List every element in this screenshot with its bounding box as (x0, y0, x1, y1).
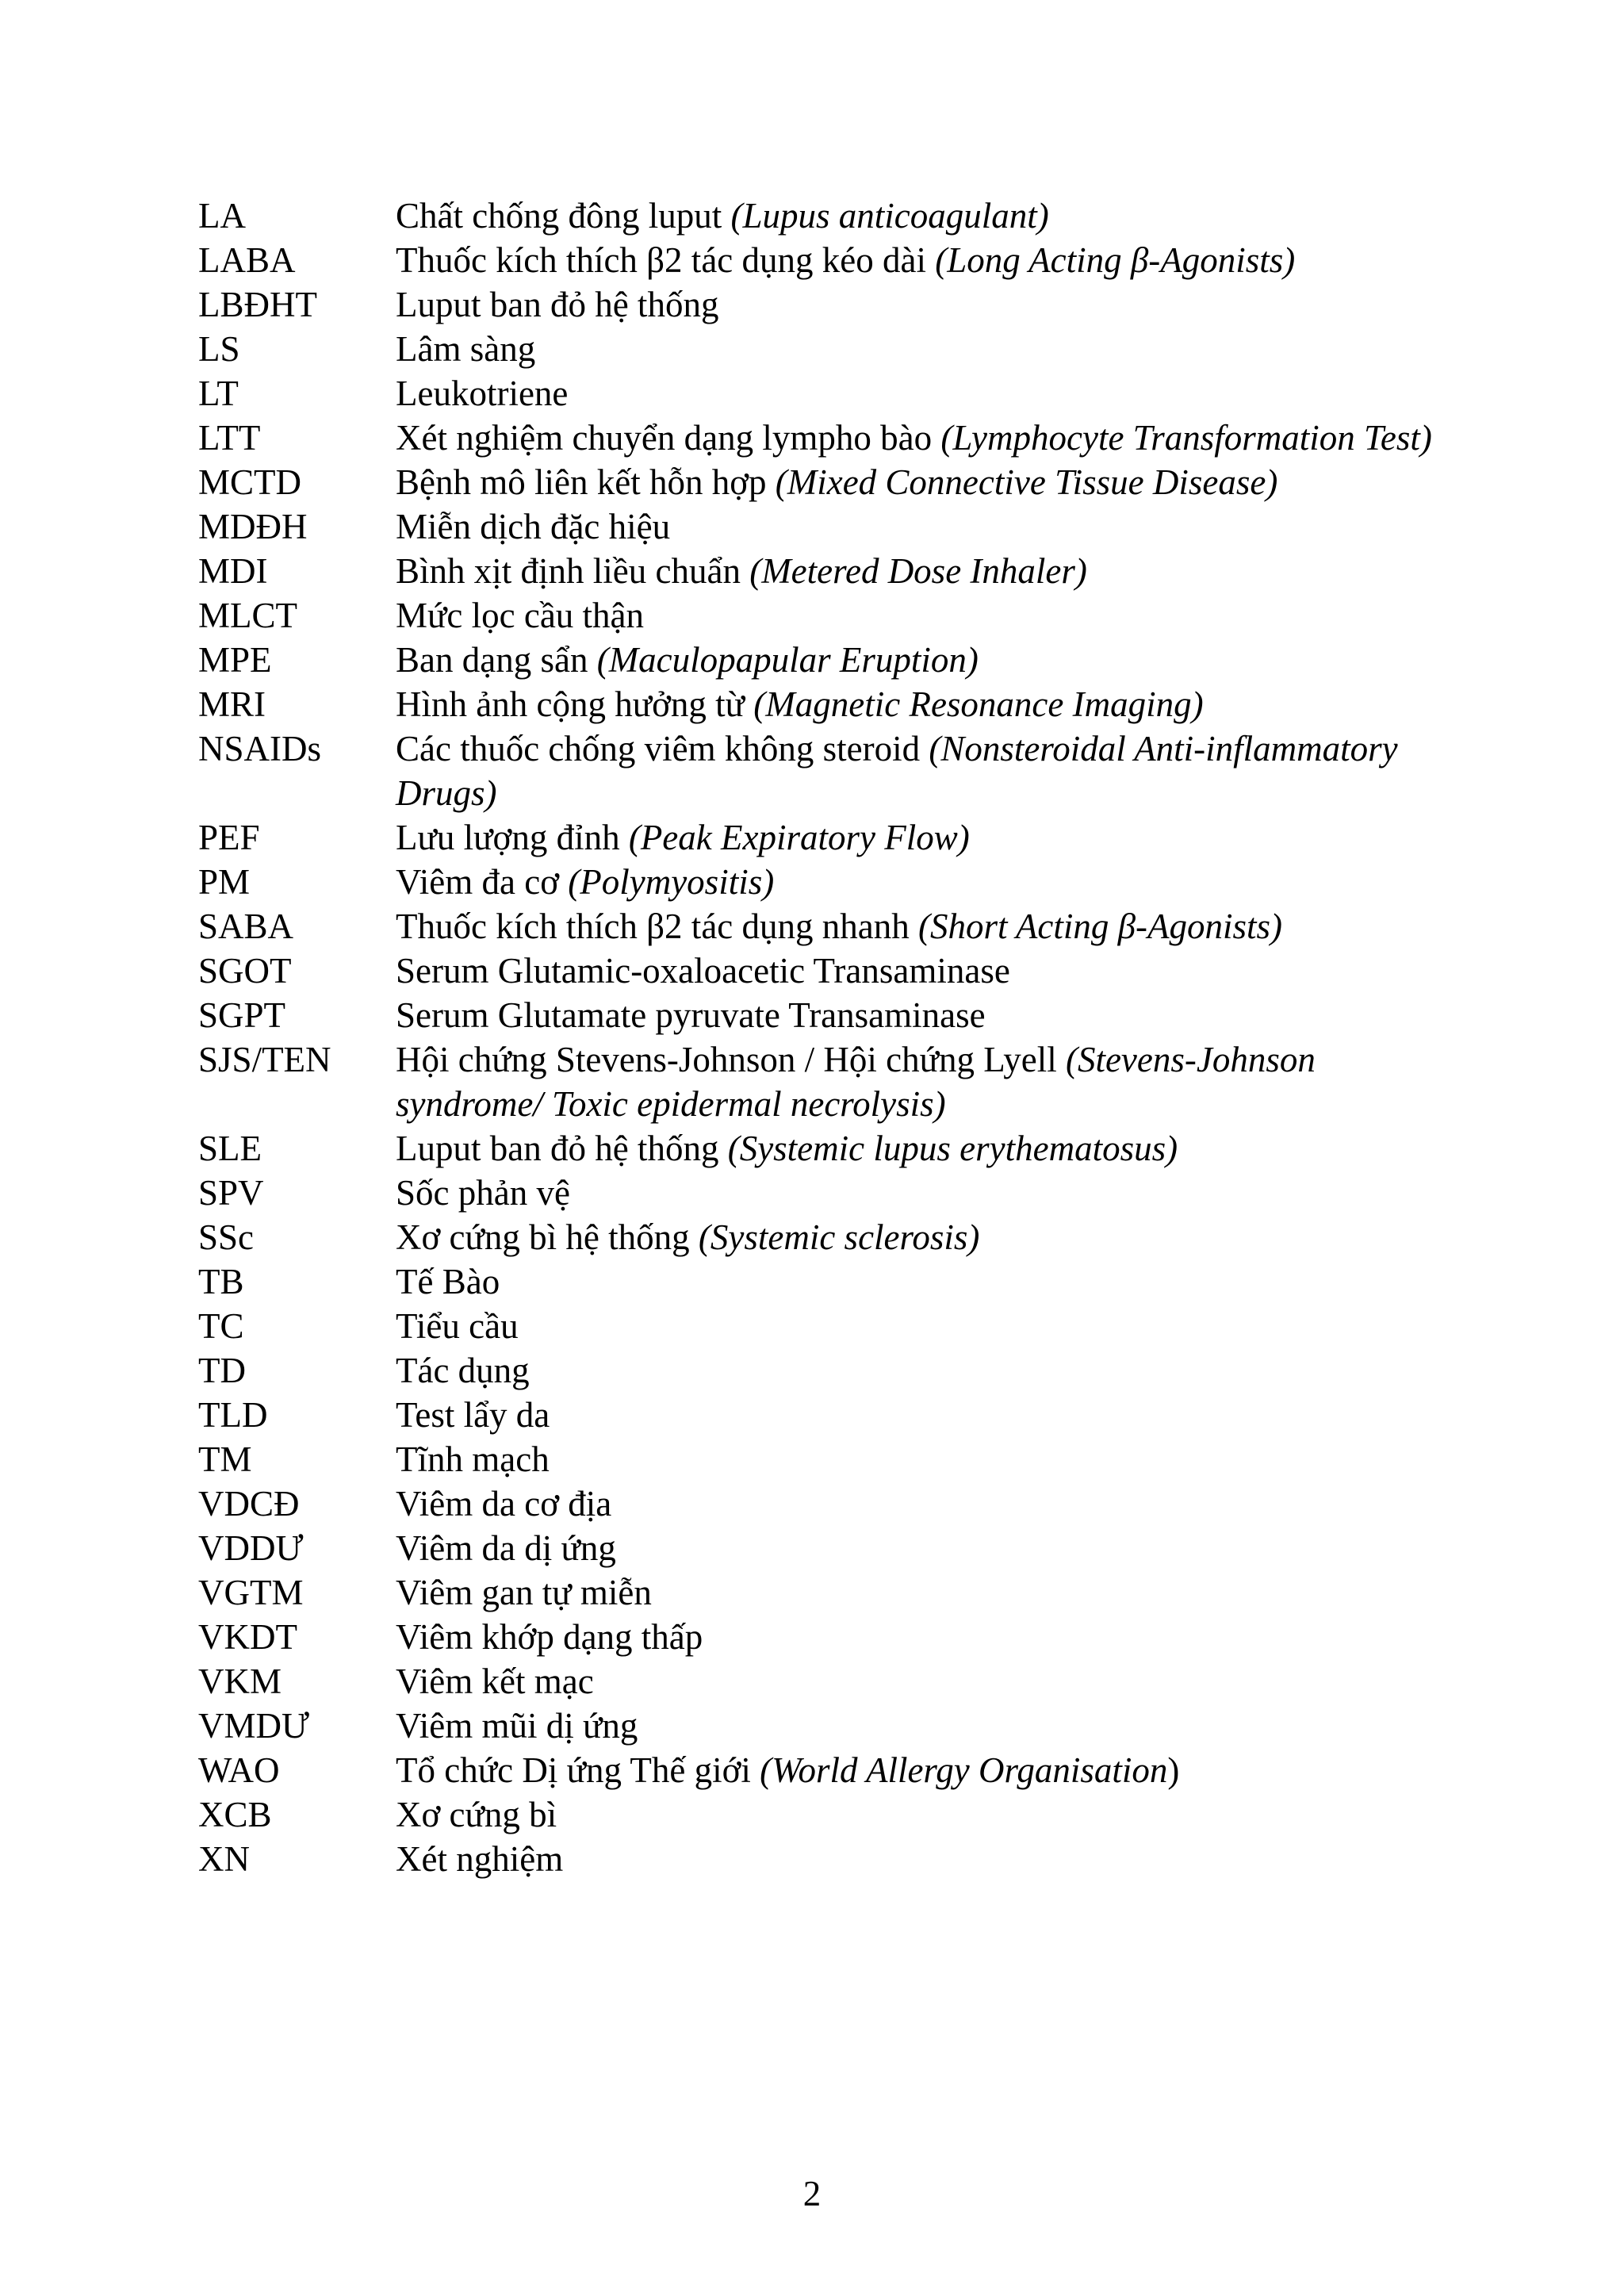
abbreviation-definition (396, 593, 1443, 638)
abbreviation-definition (396, 1748, 1443, 1792)
abbreviation-definition (396, 1526, 1443, 1570)
definition-vietnamese: Tác dụng (396, 1351, 530, 1390)
definition-english: (Lymphocyte Transformation Test) (940, 418, 1432, 458)
definition-vietnamese: Xơ cứng bì hệ thống (396, 1217, 699, 1257)
definition-vietnamese: Sốc phản vệ (396, 1173, 570, 1213)
abbreviation-term: TD (198, 1351, 246, 1390)
abbreviation-row (198, 682, 1443, 726)
abbreviation-term: WAO (198, 1750, 280, 1790)
definition-vietnamese: Viêm đa cơ (396, 862, 569, 902)
abbreviation-term: VDCĐ (198, 1484, 300, 1524)
abbreviation-row (198, 860, 1443, 904)
abbreviation-row (198, 416, 1443, 460)
abbreviation-definition (396, 1481, 1443, 1526)
abbreviation-term: VMDƯ (198, 1706, 309, 1746)
abbreviation-definition (396, 282, 1443, 327)
abbreviation-row (198, 1704, 1443, 1748)
definition-vietnamese: Hội chứng Stevens-Johnson / Hội chứng Lyell (396, 1040, 1066, 1079)
definition-vietnamese: Xơ cứng bì (396, 1795, 557, 1834)
abbreviation-term: SJS/TEN (198, 1040, 331, 1079)
definition-vietnamese: Serum Glutamic-oxaloacetic Transaminase (396, 951, 1010, 991)
abbreviation-term: LTT (198, 418, 261, 458)
abbreviation-term: XN (198, 1839, 250, 1879)
abbreviation-row (198, 1393, 1443, 1437)
abbreviation-row (198, 1037, 1443, 1126)
definition-vietnamese: Viêm khớp dạng thấp (396, 1617, 703, 1657)
definition-vietnamese: Thuốc kích thích β2 tác dụng kéo dài (396, 240, 936, 280)
definition-vietnamese: Viêm mũi dị ứng (396, 1706, 638, 1746)
abbreviation-row (198, 194, 1443, 238)
abbreviation-row (198, 949, 1443, 993)
definition-vietnamese: Lưu lượng đỉnh (396, 818, 629, 857)
abbreviation-definition (396, 815, 1443, 860)
abbreviation-row (198, 460, 1443, 504)
abbreviation-term: LABA (198, 240, 296, 280)
abbreviation-term: XCB (198, 1795, 272, 1834)
abbreviation-definition (396, 638, 1443, 682)
definition-english: (Maculopapular Eruption) (596, 640, 979, 680)
abbreviation-definition (396, 1437, 1443, 1481)
abbreviation-row (198, 1748, 1443, 1792)
abbreviation-row (198, 327, 1443, 371)
abbreviation-term: VKDT (198, 1617, 297, 1657)
definition-english: (Metered Dose Inhaler) (749, 551, 1087, 591)
abbreviation-definition (396, 726, 1443, 815)
abbreviation-definition (396, 194, 1443, 238)
abbreviation-term: NSAIDs (198, 729, 322, 769)
abbreviation-row (198, 1126, 1443, 1171)
abbreviation-definition (396, 1570, 1443, 1615)
abbreviation-term: LBĐHT (198, 285, 317, 324)
abbreviation-row (198, 1481, 1443, 1526)
abbreviation-row (198, 238, 1443, 282)
abbreviation-term: TLD (198, 1395, 268, 1435)
definition-vietnamese: Miễn dịch đặc hiệu (396, 507, 671, 546)
definition-english: (Nonsteroidal Anti-inflammatory Drugs) (396, 729, 1398, 813)
abbreviation-term: TC (198, 1306, 244, 1346)
abbreviation-row (198, 1792, 1443, 1837)
definition-vietnamese: Viêm da dị ứng (396, 1528, 616, 1568)
abbreviation-row (198, 993, 1443, 1037)
definition-vietnamese: Luput ban đỏ hệ thống (396, 285, 719, 324)
abbreviation-definition (396, 1792, 1443, 1837)
abbreviation-term: PM (198, 862, 251, 902)
definition-vietnamese: Bình xịt định liều chuẩn (396, 551, 750, 591)
abbreviation-definition (396, 1304, 1443, 1348)
abbreviation-row (198, 593, 1443, 638)
definition-vietnamese: Tế Bào (396, 1262, 500, 1301)
abbreviation-definition (396, 1037, 1443, 1126)
abbreviation-row (198, 371, 1443, 416)
page-number: 2 (802, 2174, 822, 2214)
abbreviation-row (198, 1659, 1443, 1704)
abbreviation-term: MCTD (198, 462, 302, 502)
abbreviation-definition (396, 1126, 1443, 1171)
abbreviation-definition (396, 504, 1443, 549)
definition-english: (Mixed Connective Tissue Disease) (775, 462, 1278, 502)
abbreviation-term: TB (198, 1262, 244, 1301)
abbreviation-definition (396, 460, 1443, 504)
definition-vietnamese: Serum Glutamate pyruvate Transaminase (396, 995, 986, 1035)
definition-vietnamese: Lâm sàng (396, 329, 536, 369)
abbreviation-row (198, 1837, 1443, 1881)
abbreviation-term: SGPT (198, 995, 286, 1035)
definition-vietnamese: Test lẩy da (396, 1395, 550, 1435)
abbreviation-term: VGTM (198, 1573, 304, 1612)
abbreviation-row (198, 1171, 1443, 1215)
abbreviation-definition (396, 1393, 1443, 1437)
abbreviation-row (198, 1348, 1443, 1393)
definition-vietnamese: Leukotriene (396, 374, 569, 413)
definition-english: (Long Acting β-Agonists) (935, 240, 1296, 280)
definition-vietnamese: Hình ảnh cộng hưởng từ (396, 684, 754, 724)
definition-vietnamese: Viêm gan tự miễn (396, 1573, 652, 1612)
definition-english: (World Allergy Organisation (760, 1750, 1168, 1790)
abbreviation-definition (396, 682, 1443, 726)
definition-vietnamese: Thuốc kích thích β2 tác dụng nhanh (396, 907, 918, 946)
definition-english: (Short Acting β-Agonists) (917, 907, 1283, 946)
definition-vietnamese: Tĩnh mạch (396, 1439, 550, 1479)
abbreviation-row (198, 1259, 1443, 1304)
abbreviation-term: LS (198, 329, 240, 369)
definition-english: (Peak Expiratory Flow) (628, 818, 970, 857)
definition-vietnamese: Bệnh mô liên kết hỗn hợp (396, 462, 776, 502)
abbreviation-term: MDI (198, 551, 268, 591)
definition-suffix: ) (1167, 1750, 1180, 1790)
definition-english: (Magnetic Resonance Imaging) (753, 684, 1204, 724)
abbreviation-definition (396, 1837, 1443, 1881)
abbreviation-term: VDDƯ (198, 1528, 304, 1568)
abbreviation-row (198, 504, 1443, 549)
abbreviation-definition (396, 238, 1443, 282)
abbreviation-definition (396, 1171, 1443, 1215)
abbreviation-definition (396, 416, 1443, 460)
definition-vietnamese: Ban dạng sẩn (396, 640, 597, 680)
abbreviation-row (198, 1615, 1443, 1659)
abbreviation-term: MDĐH (198, 507, 308, 546)
abbreviation-definition (396, 327, 1443, 371)
abbreviation-definition (396, 860, 1443, 904)
definition-vietnamese: Tổ chức Dị ứng Thế giới (396, 1750, 760, 1790)
definition-english: (Lupus anticoagulant) (730, 196, 1049, 236)
abbreviation-definition (396, 371, 1443, 416)
abbreviation-row (198, 1570, 1443, 1615)
abbreviation-row (198, 549, 1443, 593)
abbreviation-term: SLE (198, 1129, 262, 1168)
abbreviation-row (198, 1526, 1443, 1570)
abbreviation-term: PEF (198, 818, 260, 857)
abbreviation-row (198, 1437, 1443, 1481)
abbreviation-row (198, 1215, 1443, 1259)
definition-vietnamese: Viêm da cơ địa (396, 1484, 612, 1524)
abbreviation-term: TM (198, 1439, 252, 1479)
abbreviation-definition (396, 1659, 1443, 1704)
abbreviation-term: MLCT (198, 596, 298, 635)
abbreviation-definition (396, 904, 1443, 949)
abbreviation-definition (396, 1259, 1443, 1304)
abbreviation-term: LA (198, 196, 246, 236)
abbreviation-term: SPV (198, 1173, 264, 1213)
definition-english: (Polymyositis) (568, 862, 775, 902)
abbreviation-term: MPE (198, 640, 272, 680)
definition-english: (Stevens-Johnson syndrome/ Toxic epidermal necrolysis) (396, 1040, 1316, 1124)
abbreviation-definition (396, 1704, 1443, 1748)
definition-vietnamese: Luput ban đỏ hệ thống (396, 1129, 728, 1168)
definition-vietnamese: Viêm kết mạc (396, 1662, 594, 1701)
abbreviation-definition (396, 993, 1443, 1037)
definition-english: (Systemic sclerosis) (698, 1217, 980, 1257)
definition-vietnamese: Xét nghiệm chuyển dạng lympho bào (396, 418, 941, 458)
definition-vietnamese: Các thuốc chống viêm không steroid (396, 729, 929, 769)
abbreviation-definition (396, 1215, 1443, 1259)
abbreviation-definition (396, 1615, 1443, 1659)
definition-vietnamese: Chất chống đông luput (396, 196, 731, 236)
abbreviation-list (198, 194, 1443, 1881)
abbreviation-row (198, 726, 1443, 815)
abbreviation-row (198, 815, 1443, 860)
definition-vietnamese: Mức lọc cầu thận (396, 596, 645, 635)
abbreviation-term: SSc (198, 1217, 255, 1257)
definition-vietnamese: Tiểu cầu (396, 1306, 519, 1346)
abbreviation-definition (396, 949, 1443, 993)
definition-vietnamese: Xét nghiệm (396, 1839, 564, 1879)
abbreviation-term: VKM (198, 1662, 282, 1701)
abbreviation-definition (396, 1348, 1443, 1393)
abbreviation-row (198, 282, 1443, 327)
abbreviation-row (198, 904, 1443, 949)
abbreviation-term: LT (198, 374, 239, 413)
abbreviation-row (198, 1304, 1443, 1348)
definition-english: (Systemic lupus erythematosus) (727, 1129, 1178, 1168)
abbreviation-term: SABA (198, 907, 294, 946)
abbreviation-row (198, 638, 1443, 682)
abbreviation-term: MRI (198, 684, 266, 724)
abbreviation-term: SGOT (198, 951, 292, 991)
abbreviation-definition (396, 549, 1443, 593)
